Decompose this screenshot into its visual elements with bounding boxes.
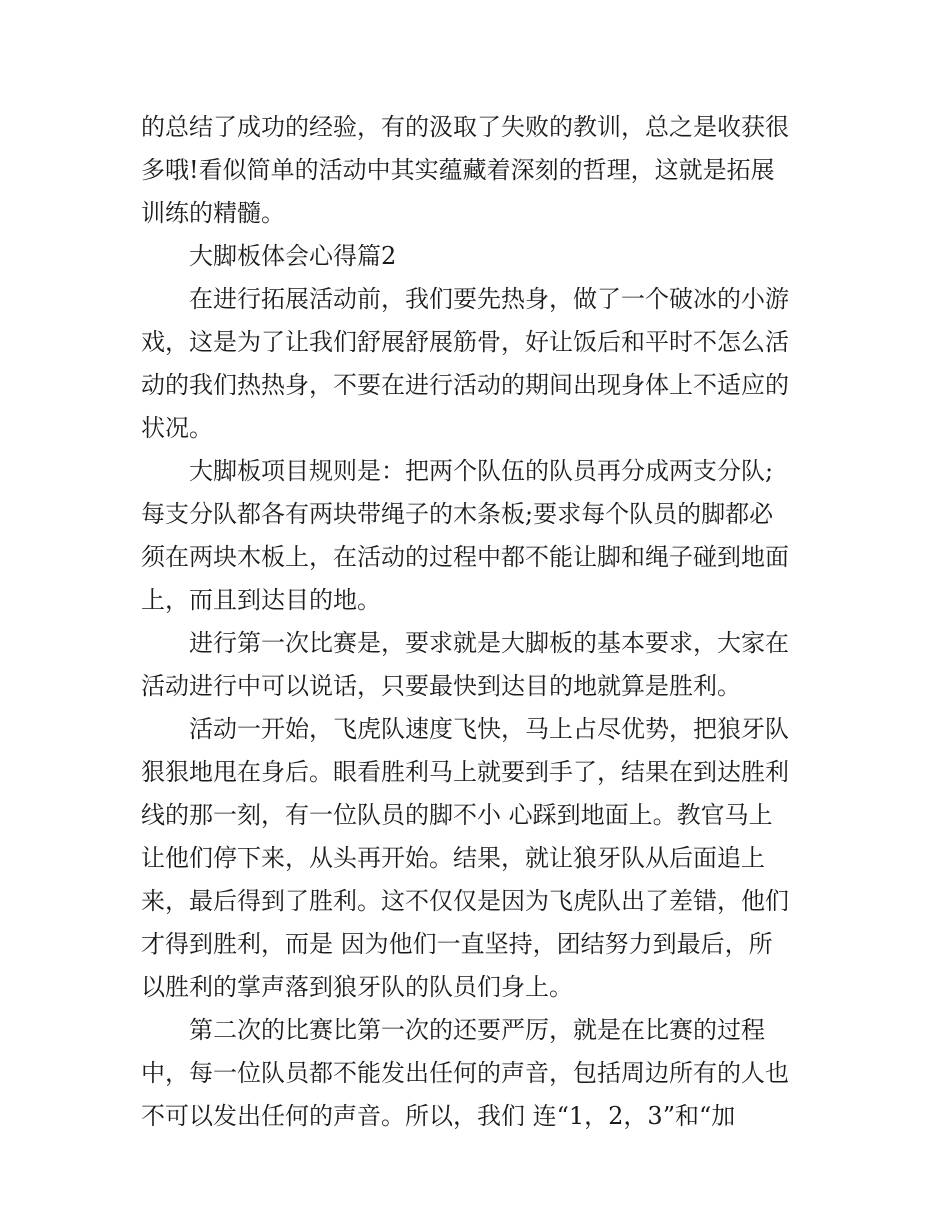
text-line: 的总结了成功的经验，有的汲取了失败的教训，总之是收获很 [141,113,789,141]
text-line: 动的我们热热身，不要在进行活动的期间出现身体上不适应的 [141,371,789,399]
text-line: 活动进行中可以说话，只要最快到达目的地就算是胜利。 [141,672,741,700]
text-line: 戏，这是为了让我们舒展舒展筋骨，好让饭后和平时不怎么活 [141,328,789,356]
paragraph-first-line: 活动一开始，飞虎队速度飞快，马上占尽优势，把狼牙队 [189,715,789,743]
text-line: 才得到胜利，而是 因为他们一直坚持，团结努力到最后，所 [141,930,773,958]
text-line: 来，最后得到了胜利。这不仅仅是因为飞虎队出了差错，他们 [141,887,789,915]
text-line: 每支分队都各有两块带绳子的木条板;要求每个队员的脚都必 [141,500,774,528]
text-line: 以胜利的掌声落到狼牙队的队员们身上。 [141,973,573,1001]
text-line: 让他们停下来，从头再开始。结果，就让狼牙队从后面追上 [141,844,765,872]
text-line: 不可以发出任何的声音。所以，我们 连“1，2，3”和“加 [141,1102,736,1130]
text-line: 多哦!看似简单的活动中其实蕴藏着深刻的哲理，这就是拓展 [141,156,775,184]
paragraph-first-line: 大脚板项目规则是：把两个队伍的队员再分成两支分队; [189,457,774,485]
text-line: 训练的精髓。 [141,199,285,227]
paragraph-first-line: 进行第一次比赛是，要求就是大脚板的基本要求，大家在 [189,629,789,657]
text-line: 狠狠地甩在身后。眼看胜利马上就要到手了，结果在到达胜利 [141,758,789,786]
paragraph-first-line: 在进行拓展活动前，我们要先热身，做了一个破冰的小游 [189,285,789,313]
document-page [141,106,811,1138]
text-line: 上，而且到达目的地。 [141,586,381,614]
text-line: 中，每一位队员都不能发出任何的声音，包括周边所有的人也 [141,1059,789,1087]
text-line: 须在两块木板上，在活动的过程中都不能让脚和绳子碰到地面 [141,543,789,571]
text-line: 状况。 [141,414,213,442]
text-line: 线的那一刻，有一位队员的脚不小 心踩到地面上。教官马上 [141,801,773,829]
paragraph-first-line: 第二次的比赛比第一次的还要严厉，就是在比赛的过程 [189,1016,765,1044]
section-heading: 大脚板体会心得篇2 [189,242,397,270]
